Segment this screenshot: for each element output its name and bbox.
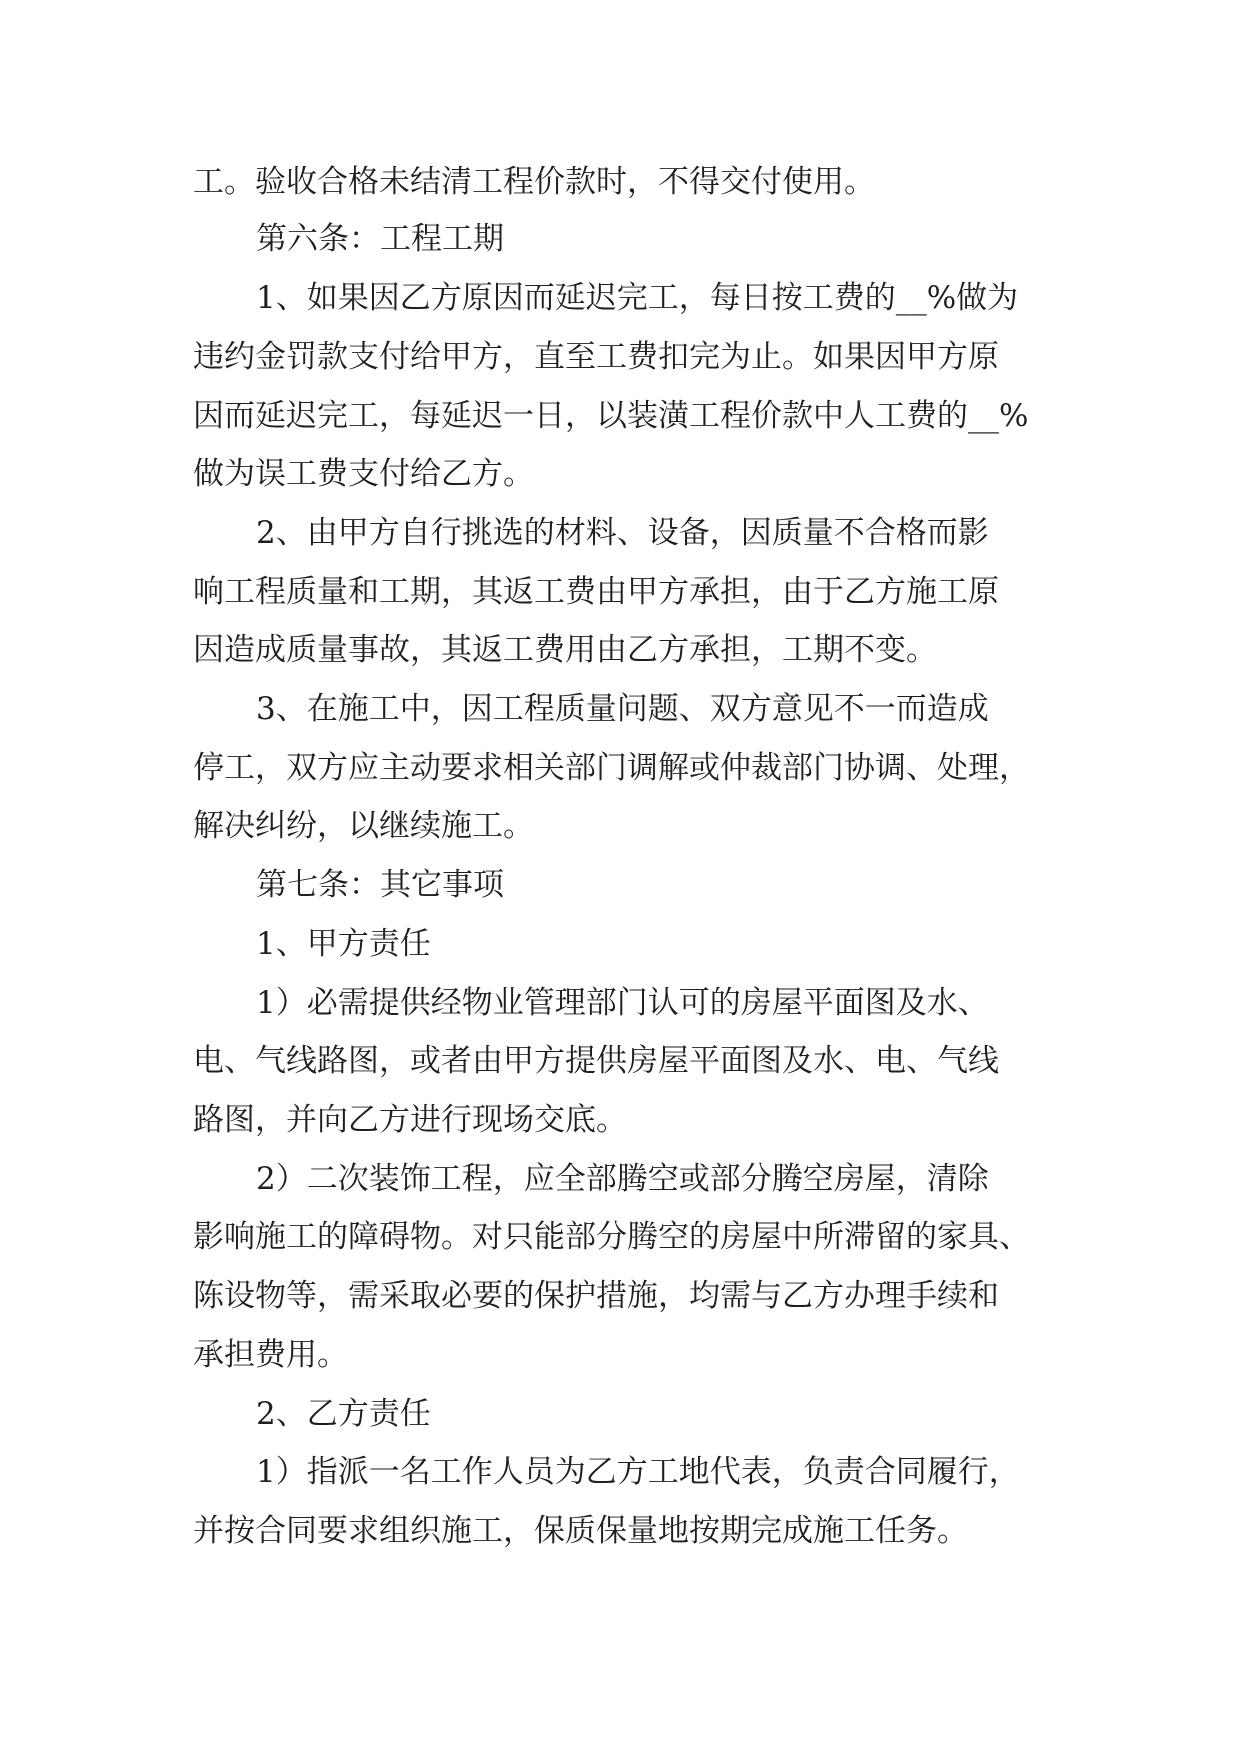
text-line: 因造成质量事故，其返工费用由乙方承担，工期不变。 xyxy=(193,632,937,668)
text-line: 工。验收合格未结清工程价款时，不得交付使用。 xyxy=(193,164,875,200)
text-line: 停工，双方应主动要求相关部门调解或仲裁部门协调、处理， xyxy=(193,750,1030,786)
text-line: 1、如果因乙方原因而延迟完工，每日按工费的__%做为 xyxy=(256,280,1019,316)
text-line: 3、在施工中，因工程质量问题、双方意见不一而造成 xyxy=(256,691,989,727)
subsection-heading: 2、乙方责任 xyxy=(256,1396,431,1432)
text-line: 陈设物等，需采取必要的保护措施，均需与乙方办理手续和 xyxy=(193,1278,999,1314)
text-line: 解决纠纷，以继续施工。 xyxy=(193,808,534,844)
text-line: 并按合同要求组织施工，保质保量地按期完成施工任务。 xyxy=(193,1513,968,1549)
text-line: 电、气线路图，或者由甲方提供房屋平面图及水、电、气线 xyxy=(193,1043,999,1079)
text-line: 承担费用。 xyxy=(193,1337,348,1373)
text-line: 影响施工的障碍物。对只能部分腾空的房屋中所滞留的家具、 xyxy=(193,1219,1030,1255)
text-line: 响工程质量和工期，其返工费由甲方承担，由于乙方施工原 xyxy=(193,574,999,610)
section-heading: 第七条：其它事项 xyxy=(256,867,504,903)
text-line: 1）指派一名工作人员为乙方工地代表，负责合同履行， xyxy=(256,1454,1020,1490)
subsection-heading: 1、甲方责任 xyxy=(256,926,431,962)
text-line: 2、由甲方自行挑选的材料、设备，因质量不合格而影 xyxy=(256,515,989,551)
text-line: 做为误工费支付给乙方。 xyxy=(193,456,534,492)
text-line: 因而延迟完工，每延迟一日，以装潢工程价款中人工费的__% xyxy=(193,398,1029,434)
text-line: 1）必需提供经物业管理部门认可的房屋平面图及水、 xyxy=(256,985,989,1021)
text-line: 违约金罚款支付给甲方，直至工费扣完为止。如果因甲方原 xyxy=(193,339,999,375)
text-line: 2）二次装饰工程，应全部腾空或部分腾空房屋，清除 xyxy=(256,1161,989,1197)
text-line: 路图，并向乙方进行现场交底。 xyxy=(193,1102,627,1138)
section-heading: 第六条：工程工期 xyxy=(256,221,504,257)
